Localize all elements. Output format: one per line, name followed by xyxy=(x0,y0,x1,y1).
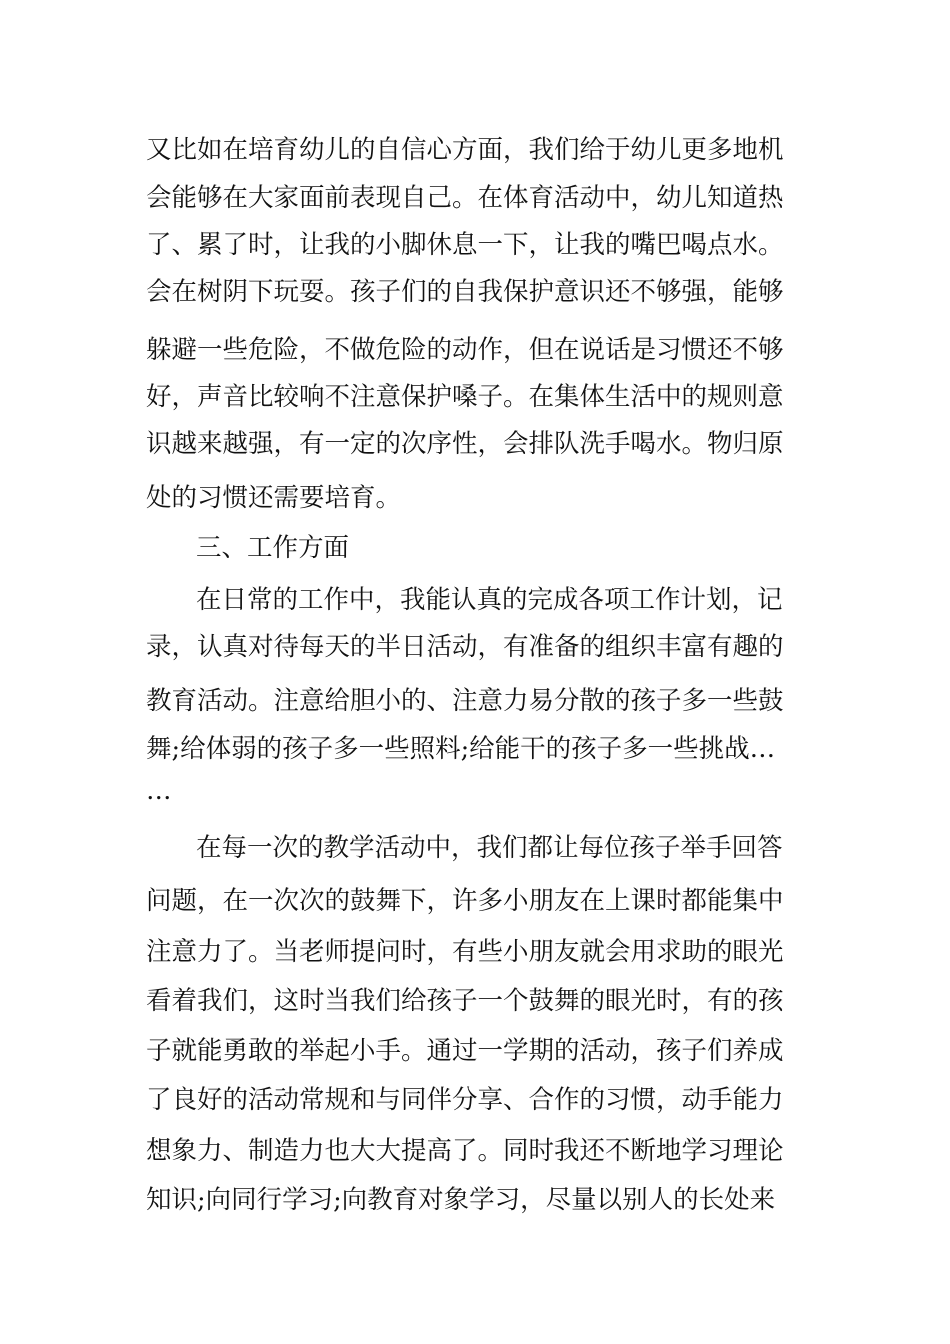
text-line: 录，认真对待每天的半日活动，有准备的组织丰富有趣的 xyxy=(146,632,784,662)
text-line: 又比如在培育幼儿的自信心方面，我们给于幼儿更多地机 xyxy=(146,135,784,165)
text-line: … xyxy=(146,776,172,806)
text-line: 子就能勇敢的举起小手。通过一学期的活动，孩子们养成 xyxy=(146,1036,784,1066)
text-line: 躲避一些危险，不做危险的动作，但在说话是习惯还不够 xyxy=(146,335,784,365)
text-line: 教育活动。注意给胆小的、注意力易分散的孩子多一些鼓 xyxy=(146,686,784,716)
text-line: 了、累了时，让我的小脚休息一下，让我的嘴巴喝点水。 xyxy=(146,230,784,260)
text-line: 想象力、制造力也大大提高了。同时我还不断地学习理论 xyxy=(146,1136,784,1166)
paragraph-start-line: 在日常的工作中，我能认真的完成各项工作计划，记 xyxy=(196,585,783,615)
text-line: 问题，在一次次的鼓舞下，许多小朋友在上课时都能集中 xyxy=(146,886,784,916)
text-line: 好，声音比较响不注意保护嗓子。在集体生活中的规则意 xyxy=(146,382,784,412)
text-line: 舞;给体弱的孩子多一些照料;给能干的孩子多一些挑战… xyxy=(146,734,776,764)
paragraph-start-line: 在每一次的教学活动中，我们都让每位孩子举手回答 xyxy=(196,833,783,863)
text-line: 注意力了。当老师提问时，有些小朋友就会用求助的眼光 xyxy=(146,937,784,967)
text-line: 识越来越强，有一定的次序性，会排队洗手喝水。物归原 xyxy=(146,429,784,459)
text-line: 会能够在大家面前表现自己。在体育活动中，幼儿知道热 xyxy=(146,183,784,213)
text-line: 会在树阴下玩耍。孩子们的自我保护意识还不够强，能够 xyxy=(146,277,784,307)
text-line: 处的习惯还需要培育。 xyxy=(146,483,402,513)
text-line: 看着我们，这时当我们给孩子一个鼓舞的眼光时，有的孩 xyxy=(146,986,784,1016)
text-line: 了良好的活动常规和与同伴分享、合作的习惯，动手能力 xyxy=(146,1085,784,1115)
section-heading: 三、工作方面 xyxy=(196,533,350,563)
text-line: 知识;向同行学习;向教育对象学习，尽量以别人的长处来 xyxy=(146,1185,776,1215)
